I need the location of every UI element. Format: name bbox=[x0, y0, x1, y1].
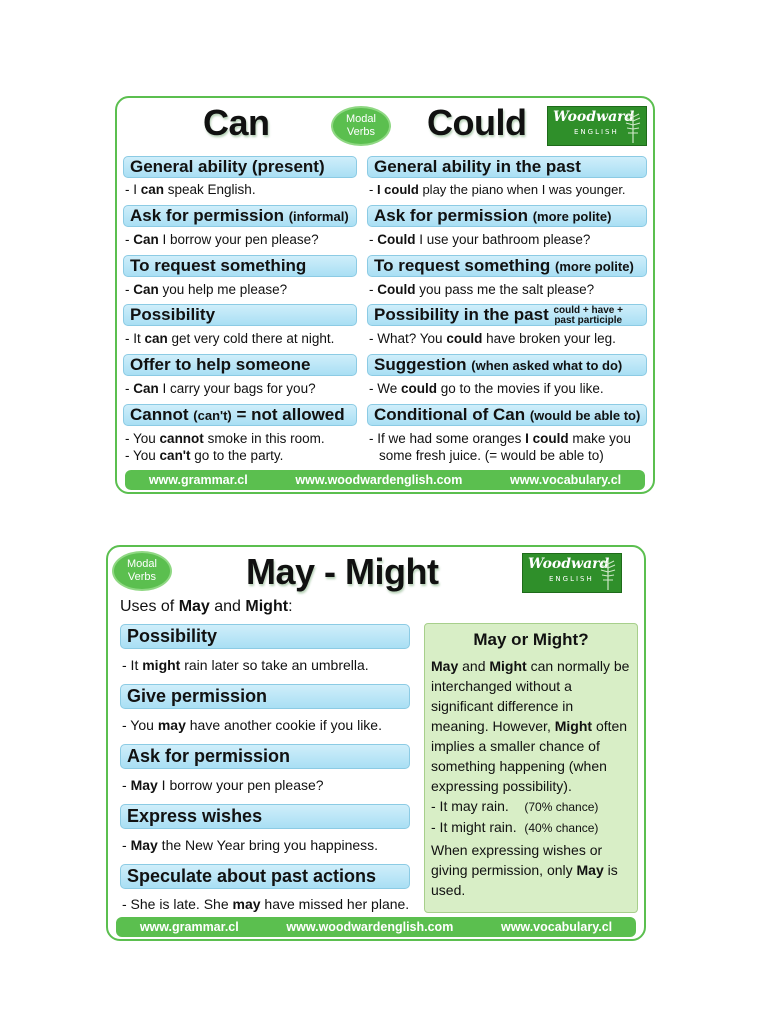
note-line: could + have + bbox=[553, 304, 623, 316]
example-text: - It bbox=[125, 331, 145, 346]
panel-example-might bbox=[431, 817, 631, 838]
fern-icon bbox=[624, 111, 642, 143]
uses-bold: May bbox=[178, 598, 210, 615]
pill-general-ability-present bbox=[123, 156, 357, 178]
pill-offer-help bbox=[123, 354, 357, 376]
note-line: past participle bbox=[554, 314, 623, 326]
pill-note bbox=[553, 306, 622, 326]
panel-example-text: - It might rain. bbox=[431, 819, 517, 835]
pill-label: Possibility bbox=[130, 305, 216, 324]
panel-text: is used. bbox=[431, 862, 618, 898]
pill-label: Ask for permission bbox=[130, 206, 289, 225]
example-text: I use your bathroom please? bbox=[415, 232, 591, 247]
pill-label: Ask for permission bbox=[374, 206, 533, 225]
pill-possibility-past bbox=[367, 304, 647, 326]
may-or-might-panel bbox=[424, 623, 638, 913]
panel-bold: May bbox=[431, 658, 459, 674]
example-conditional-2: some fresh juice. (= would be able to) bbox=[379, 448, 604, 463]
example-bold: Can bbox=[133, 282, 159, 297]
example-text: I carry your bags for you? bbox=[158, 381, 316, 396]
card1-footer bbox=[125, 470, 645, 490]
example-may-cookie bbox=[122, 717, 382, 734]
panel-bold: May bbox=[576, 862, 604, 878]
example-text: speak English. bbox=[164, 182, 256, 197]
example-text: - You bbox=[122, 717, 158, 733]
pill-label: To request something bbox=[130, 256, 307, 275]
pill-label: Express wishes bbox=[127, 806, 263, 826]
example-text: - We bbox=[369, 381, 402, 396]
panel-title: May or Might? bbox=[473, 630, 589, 649]
badge-line-1: Modal bbox=[127, 558, 157, 570]
example-text: go to the party. bbox=[190, 448, 284, 463]
example-text: - She is late. She bbox=[122, 896, 233, 912]
example-text: go to the movies if you like. bbox=[437, 381, 604, 396]
could-title: Could bbox=[427, 102, 527, 143]
pill-note: (when asked what to do) bbox=[471, 358, 623, 373]
example-text: - bbox=[125, 381, 134, 396]
example-text: smoke in this room. bbox=[203, 431, 325, 446]
footer-link-grammar[interactable]: www.grammar.cl bbox=[139, 920, 239, 934]
example-text: - bbox=[125, 232, 134, 247]
pill-ask-permission-informal bbox=[123, 205, 357, 227]
can-title: Can bbox=[203, 102, 270, 143]
pill-request-something bbox=[123, 255, 357, 277]
panel-text: often implies a smaller chance of something happening (when expressing possibility). bbox=[431, 718, 628, 794]
example-text: you help me please? bbox=[158, 282, 288, 297]
panel-example-may bbox=[431, 796, 631, 817]
panel-bold: Might bbox=[489, 658, 527, 674]
panel-paragraph-1 bbox=[431, 656, 631, 796]
pill-cannot-not-allowed bbox=[123, 404, 357, 426]
badge-line-2: Verbs bbox=[346, 126, 376, 138]
pill-label: General ability (present) bbox=[130, 157, 325, 176]
example-bold: May bbox=[130, 837, 158, 853]
example-bold: might bbox=[142, 657, 181, 673]
pill-possibility bbox=[123, 304, 357, 326]
footer-link-vocabulary[interactable]: www.vocabulary.cl bbox=[509, 473, 622, 487]
example-text: get very cold there at night. bbox=[167, 331, 335, 346]
pill-possibility bbox=[120, 624, 410, 649]
example-bold: could bbox=[401, 381, 438, 396]
pill-give-permission bbox=[120, 684, 410, 709]
panel-bold: Might bbox=[554, 718, 593, 734]
uses-heading bbox=[120, 598, 293, 616]
example-text: you pass me the salt please? bbox=[415, 282, 595, 297]
example-text: - You bbox=[125, 448, 160, 463]
example-text: - bbox=[369, 232, 378, 247]
example-text: have missed her plane. bbox=[260, 896, 410, 912]
badge-line-2: Verbs bbox=[127, 571, 157, 583]
panel-text: and bbox=[458, 658, 490, 674]
example-may-missed-plane bbox=[122, 896, 409, 913]
example-could-play bbox=[369, 181, 626, 198]
pill-label: Possibility bbox=[127, 626, 218, 646]
logo-brand: Woodward bbox=[528, 556, 610, 572]
badge-line-1: Modal bbox=[346, 113, 376, 125]
example-bold: Could bbox=[377, 282, 416, 297]
card2-footer bbox=[116, 917, 636, 937]
pill-label: Possibility in the past bbox=[374, 305, 554, 324]
pill-ask-permission-polite bbox=[367, 205, 647, 227]
example-text: I borrow your pen please? bbox=[157, 777, 324, 793]
pill-label: Speculate about past actions bbox=[127, 866, 377, 886]
example-bold: may bbox=[157, 717, 186, 733]
example-bold: can bbox=[140, 182, 165, 197]
example-can-help bbox=[125, 281, 287, 298]
pill-label: = not allowed bbox=[231, 405, 345, 424]
pill-express-wishes bbox=[120, 804, 410, 829]
pill-conditional-can bbox=[367, 404, 647, 426]
example-conditional-1 bbox=[369, 430, 631, 447]
example-can-carry bbox=[125, 380, 316, 397]
example-text: play the piano when I was younger. bbox=[418, 182, 626, 197]
woodward-logo bbox=[547, 106, 647, 146]
woodward-logo bbox=[522, 553, 622, 593]
example-text: have another cookie if you like. bbox=[185, 717, 382, 733]
pill-note: (more polite) bbox=[555, 259, 634, 274]
pill-note: (would be able to) bbox=[529, 408, 641, 423]
uses-bold: Might bbox=[245, 598, 289, 615]
example-cannot-smoke bbox=[125, 430, 325, 447]
fern-icon bbox=[599, 558, 617, 590]
example-may-new-year bbox=[122, 837, 378, 854]
example-could-go-movies bbox=[369, 380, 604, 397]
example-text: - You bbox=[125, 431, 160, 446]
example-can-borrow bbox=[125, 231, 319, 248]
logo-sub: ENGLISH bbox=[549, 575, 594, 583]
pill-label: Ask for permission bbox=[127, 746, 291, 766]
panel-paragraph-2 bbox=[431, 840, 631, 900]
example-may-borrow bbox=[122, 777, 324, 794]
pill-suggestion bbox=[367, 354, 647, 376]
uses-text: Uses of bbox=[120, 598, 179, 615]
example-text: make you bbox=[568, 431, 631, 446]
example-text: - It bbox=[122, 657, 143, 673]
modal-verbs-badge bbox=[112, 551, 172, 591]
pill-label: To request something bbox=[374, 256, 556, 275]
pill-note: (informal) bbox=[288, 209, 349, 224]
example-text: - What? You bbox=[369, 331, 447, 346]
example-bold: cannot bbox=[159, 431, 204, 446]
pill-ask-permission bbox=[120, 744, 410, 769]
example-bold: Can bbox=[133, 381, 159, 396]
uses-text: and bbox=[209, 598, 246, 615]
example-bold: Can bbox=[133, 232, 159, 247]
example-bold: may bbox=[232, 896, 261, 912]
example-text: - bbox=[125, 282, 134, 297]
example-cant-go bbox=[125, 447, 283, 464]
example-bold: Could bbox=[377, 232, 416, 247]
pill-label: Suggestion bbox=[374, 355, 472, 374]
example-could-broken bbox=[369, 330, 616, 347]
footer-link-grammar[interactable]: www.grammar.cl bbox=[148, 473, 248, 487]
pill-request-polite bbox=[367, 255, 647, 277]
example-text: rain later so take an umbrella. bbox=[180, 657, 369, 673]
panel-example-pct: (40% chance) bbox=[524, 821, 599, 835]
panel-example-pct: (70% chance) bbox=[524, 800, 599, 814]
example-could-use bbox=[369, 231, 590, 248]
logo-sub: ENGLISH bbox=[574, 128, 619, 136]
example-can-get-cold bbox=[125, 330, 334, 347]
may-might-card bbox=[106, 545, 646, 941]
pill-label: Cannot bbox=[130, 405, 194, 424]
example-bold: May bbox=[130, 777, 158, 793]
example-text: - If we had some oranges bbox=[369, 431, 526, 446]
logo-brand: Woodward bbox=[553, 109, 635, 125]
panel-example-text: - It may rain. bbox=[431, 798, 509, 814]
example-text: - bbox=[369, 282, 378, 297]
example-bold: could bbox=[446, 331, 483, 346]
can-could-card bbox=[115, 96, 655, 494]
panel-text: When expressing wishes or giving permission, only bbox=[431, 842, 603, 878]
pill-note: (more polite) bbox=[532, 209, 612, 224]
example-bold: can bbox=[144, 331, 168, 346]
example-bold: I could bbox=[525, 431, 569, 446]
example-might-rain bbox=[122, 657, 369, 674]
uses-text: : bbox=[288, 598, 293, 615]
example-text: the New Year bring you happiness. bbox=[157, 837, 379, 853]
example-bold: I could bbox=[376, 182, 419, 197]
may-might-title: May - Might bbox=[246, 551, 439, 592]
footer-link-vocabulary[interactable]: www.vocabulary.cl bbox=[500, 920, 613, 934]
pill-general-ability-past bbox=[367, 156, 647, 178]
example-text: - bbox=[369, 182, 377, 197]
pill-label: Offer to help someone bbox=[130, 355, 311, 374]
example-text: have broken your leg. bbox=[482, 331, 616, 346]
example-text: - bbox=[122, 777, 131, 793]
pill-label: Conditional of Can bbox=[374, 405, 530, 424]
example-could-pass bbox=[369, 281, 594, 298]
example-bold: can't bbox=[159, 448, 191, 463]
pill-note: (can't) bbox=[193, 408, 232, 423]
example-text: - bbox=[122, 837, 131, 853]
example-text: I borrow your pen please? bbox=[158, 232, 319, 247]
example-text: - I bbox=[125, 182, 141, 197]
pill-label: General ability in the past bbox=[374, 157, 581, 176]
pill-label: Give permission bbox=[127, 686, 268, 706]
example-can-speak bbox=[125, 181, 256, 198]
footer-link-woodward[interactable]: www.woodwardenglish.com bbox=[295, 473, 463, 487]
panel-text: can normally be interchanged without a significant difference in meaning. However, bbox=[431, 658, 630, 734]
pill-speculate-past bbox=[120, 864, 410, 889]
modal-verbs-badge bbox=[331, 106, 391, 146]
footer-link-woodward[interactable]: www.woodwardenglish.com bbox=[286, 920, 454, 934]
